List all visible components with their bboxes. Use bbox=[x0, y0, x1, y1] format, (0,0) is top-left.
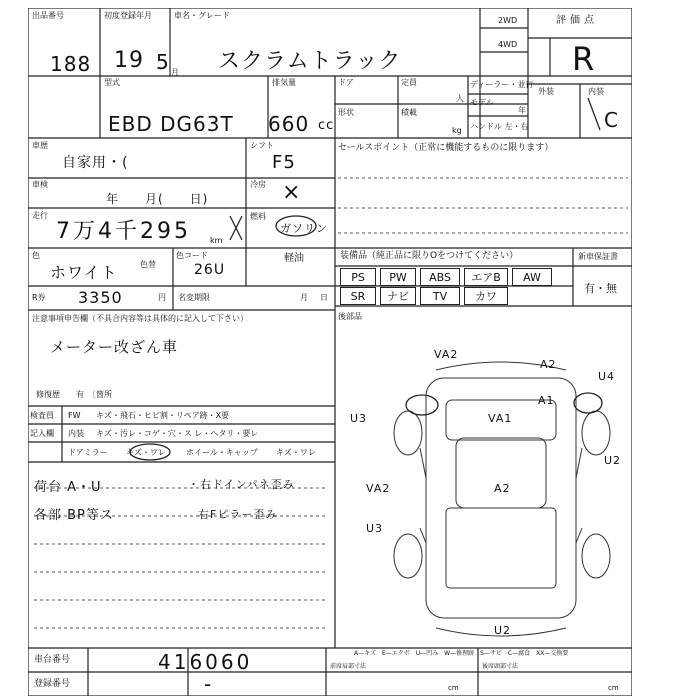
equip-pw: PW bbox=[380, 268, 416, 286]
equip-abs: ABS bbox=[420, 268, 460, 286]
model-year-label: モデル bbox=[470, 98, 494, 107]
displacement-unit: cc bbox=[318, 118, 335, 133]
model-name: スクラムトラック bbox=[218, 49, 402, 74]
recolor-label: 色替 bbox=[140, 260, 156, 269]
reg-label: 初度登録年月 bbox=[104, 11, 152, 20]
notes-value: メーター改ざん車 bbox=[50, 338, 179, 356]
mark-va2-left: VA2 bbox=[366, 482, 391, 495]
equip-aw: AW bbox=[512, 268, 552, 286]
remark-right-1: ・右ドインパネ歪み bbox=[188, 478, 295, 491]
fw-options: キズ・飛石・ヒビ割・リペア跡・X要 bbox=[96, 411, 230, 420]
name-change-month: 月 bbox=[300, 293, 308, 302]
recycle-label: R券 bbox=[32, 293, 46, 302]
repair-history-label: 修復歴 有 〔箇所 bbox=[36, 390, 112, 399]
load-unit: kg bbox=[452, 126, 462, 135]
wheel-label: ホイール・キャップ bbox=[186, 448, 258, 457]
remark-right-2: 右Fピラー歪み bbox=[198, 508, 278, 521]
mark-a2-top: A2 bbox=[540, 358, 557, 371]
equip-leather: カワ bbox=[464, 287, 508, 305]
shape-label: 形状 bbox=[338, 108, 354, 117]
handle-label: ハンドル 左・右 bbox=[470, 122, 529, 131]
drive-2wd: 2WD bbox=[498, 16, 518, 25]
ac-label: 冷房 bbox=[250, 180, 266, 189]
mark-a1: A1 bbox=[538, 394, 555, 407]
mileage-unit: km bbox=[210, 236, 223, 245]
front-seat-label: 前席肩部寸法 bbox=[330, 663, 367, 670]
name-change-label: 名変期限 bbox=[178, 293, 210, 302]
chassis-label: 車台番号 bbox=[34, 655, 71, 665]
mark-u4: U4 bbox=[598, 370, 616, 383]
remark-left-2: 各部 BP等ス bbox=[34, 508, 114, 523]
type-label: 型式 bbox=[104, 78, 120, 87]
usage-value: 自家用・( bbox=[62, 155, 129, 171]
equip-sr: SR bbox=[340, 287, 376, 305]
mark-u3-left: U3 bbox=[366, 522, 384, 535]
mark-u3-top: U3 bbox=[350, 412, 368, 425]
month-unit: 月 bbox=[171, 68, 179, 77]
door-label: ドア bbox=[338, 78, 354, 87]
color-code-value: 26U bbox=[194, 262, 226, 278]
diesel-label: 軽油 bbox=[284, 253, 304, 264]
ac-value: × bbox=[282, 180, 302, 205]
model-year-unit: 年 bbox=[518, 106, 526, 115]
mark-u2-right: U2 bbox=[604, 454, 622, 467]
damage-legend: A—キズ E—エクボ U—凹み W—修理跡 S—サビ C—腐食 XX—交換要 bbox=[354, 650, 569, 657]
inspection-label: 車検 bbox=[32, 180, 48, 189]
warranty-value: 有・無 bbox=[584, 282, 617, 295]
equip-ps: PS bbox=[340, 268, 376, 286]
wheel-options: キズ・ワレ bbox=[276, 448, 316, 457]
mileage-label: 走行 bbox=[32, 211, 48, 220]
sales-point-label: セールスポイント（正常に機能するものに限ります） bbox=[338, 143, 554, 153]
car-damage-diagram bbox=[394, 362, 610, 636]
mark-va1: VA1 bbox=[488, 412, 513, 425]
recycle-value: 3350 bbox=[78, 288, 123, 307]
fuel-value: ガソリン bbox=[280, 222, 328, 235]
capacity-label: 定員 bbox=[401, 78, 417, 87]
warranty-label: 新車保証書 bbox=[578, 252, 618, 261]
door-mirror-label: ドアミラー bbox=[68, 448, 108, 457]
front-cm-unit: cm bbox=[448, 684, 459, 692]
notes-label: 注意事項申告欄（不具合内容等は具体的に記入して下さい） bbox=[32, 314, 248, 323]
interior-options: キズ・汚レ・コゲ・穴・ス レ・ヘタリ・要レ bbox=[96, 429, 259, 438]
color-label: 色 bbox=[32, 251, 40, 260]
reg-month: 5 bbox=[156, 50, 170, 74]
inspection-value: 年 月( 日) bbox=[106, 192, 209, 206]
after-parts-label: 後部品 bbox=[338, 312, 362, 321]
inspector-label: 検査員 bbox=[30, 411, 54, 420]
equip-navi: ナビ bbox=[380, 287, 416, 305]
load-label: 積載 bbox=[401, 108, 417, 117]
drive-4wd: 4WD bbox=[498, 40, 518, 49]
model-label: 車名・グレード bbox=[174, 11, 230, 20]
interior-score: C bbox=[604, 108, 619, 132]
score-value: R bbox=[572, 40, 596, 78]
inspector-note-label: 記入欄 bbox=[30, 429, 54, 438]
displacement-value: 660 bbox=[268, 112, 310, 136]
type-value: EBD DG63T bbox=[108, 112, 234, 136]
score-label: 評価点 bbox=[556, 15, 598, 26]
recycle-unit: 円 bbox=[158, 293, 166, 302]
name-change-day: 日 bbox=[320, 293, 328, 302]
shift-label: シフト bbox=[250, 141, 274, 150]
dealer-label: ディーラー・並行 bbox=[470, 80, 534, 89]
auction-sheet bbox=[28, 8, 632, 696]
exterior-label: 外装 bbox=[538, 87, 554, 96]
equip-tv: TV bbox=[420, 287, 460, 305]
lot-number: 188 bbox=[50, 52, 92, 76]
rear-cm-unit: cm bbox=[608, 684, 619, 692]
lot-label: 出品番号 bbox=[32, 11, 64, 20]
mileage-value: 7万4千295 bbox=[56, 219, 191, 244]
equipment-title: 装備品（純正品に限りOをつけてください） bbox=[340, 251, 519, 261]
shift-value: F5 bbox=[272, 152, 296, 173]
capacity-unit: 人 bbox=[456, 94, 464, 103]
rear-seat-label: 後席頭部寸法 bbox=[482, 663, 519, 670]
door-mirror-options: キズ・ワレ bbox=[126, 448, 166, 457]
equip-airbag: エアB bbox=[464, 268, 508, 286]
remark-left-1: 荷台 A・U bbox=[34, 480, 102, 495]
usage-label: 車歴 bbox=[32, 141, 48, 150]
mark-u2-bottom: U2 bbox=[494, 624, 512, 637]
displacement-label: 排気量 bbox=[272, 78, 296, 87]
mark-va2-top: VA2 bbox=[434, 348, 459, 361]
interior-head: 内装 bbox=[68, 429, 84, 438]
reg-year: 19 bbox=[114, 48, 144, 73]
interior-label: 内装 bbox=[588, 87, 604, 96]
color-value: ホワイト bbox=[50, 263, 118, 282]
fuel-label: 燃料 bbox=[250, 212, 266, 221]
color-code-label: 色コード bbox=[176, 251, 208, 260]
mark-a2-center: A2 bbox=[494, 482, 511, 495]
chassis-number: 416060 bbox=[158, 650, 253, 674]
registration-label: 登録番号 bbox=[34, 679, 71, 689]
registration-value: - bbox=[204, 672, 213, 696]
fw-head: FW bbox=[68, 411, 81, 420]
